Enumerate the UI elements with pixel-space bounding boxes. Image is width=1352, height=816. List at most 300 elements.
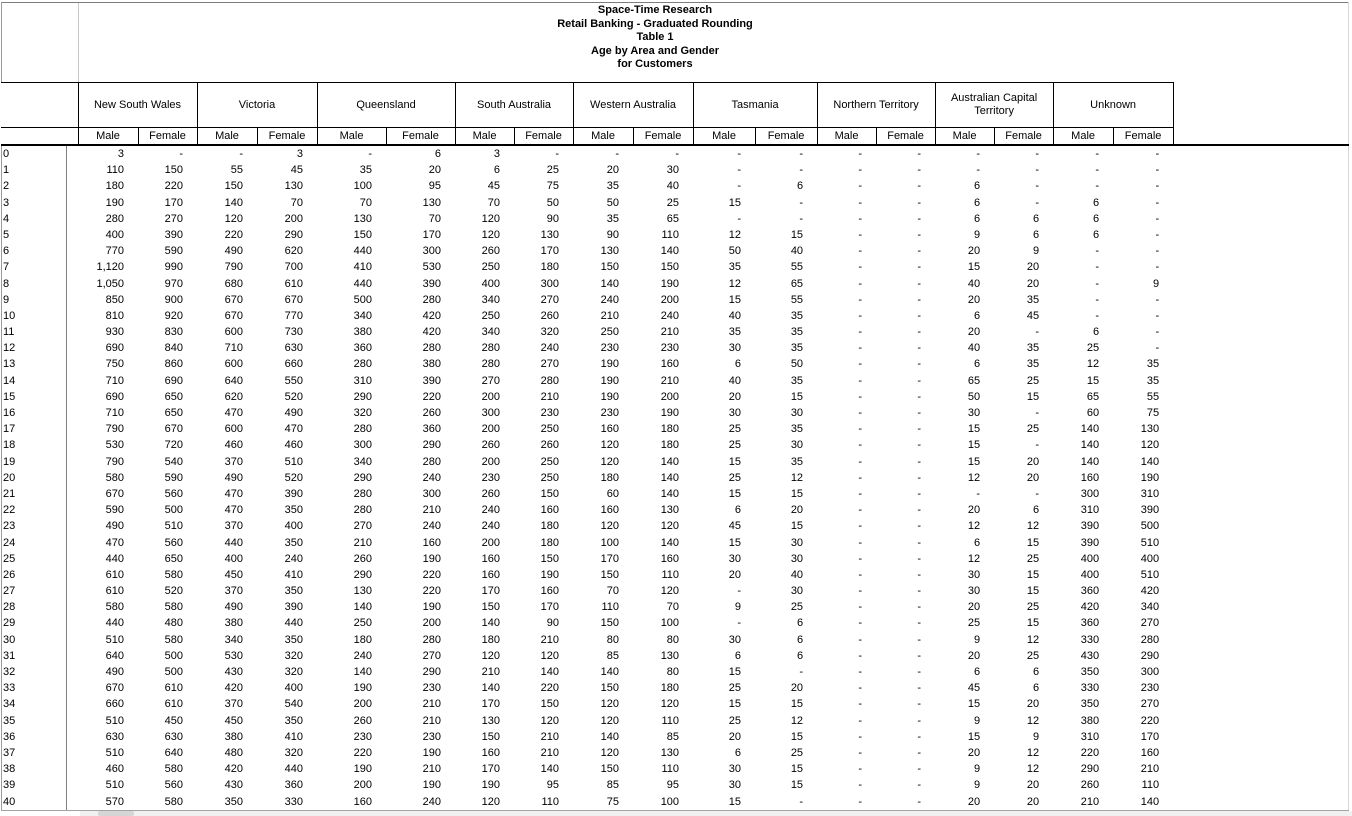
data-cell: 250	[600, 326, 620, 339]
data-cell: -	[799, 164, 804, 177]
horizontal-scrollbar[interactable]	[80, 811, 1352, 816]
data-cell: 15	[790, 763, 804, 776]
data-cell: 170	[540, 601, 560, 614]
data-cell: 590	[164, 471, 183, 484]
data-cell: 35	[728, 326, 742, 339]
data-cell: 190	[422, 779, 442, 792]
data-cell: -	[917, 763, 922, 776]
data-cell: 400	[1140, 552, 1160, 565]
data-cell: 510	[105, 714, 124, 727]
data-cell: 35	[790, 455, 804, 468]
data-cell: 12	[1026, 746, 1040, 759]
data-cell: 260	[422, 407, 442, 419]
data-cell: -	[1155, 196, 1160, 209]
data-cell: 6	[973, 536, 981, 549]
age-label: 27	[3, 585, 16, 598]
data-cell: 140	[660, 536, 680, 549]
data-cell: 230	[422, 682, 442, 695]
data-cell: 170	[540, 245, 560, 258]
data-cell: 15	[728, 455, 742, 468]
table-row-age-24	[1, 535, 1173, 551]
data-cell: 510	[105, 633, 124, 646]
area-header-south-australia: South Australia	[455, 83, 573, 128]
data-cell: 3	[296, 148, 304, 160]
data-cell: 12	[1086, 358, 1100, 371]
data-cell: 15	[728, 698, 742, 711]
data-cell: 500	[164, 666, 183, 678]
data-cell: 380	[224, 617, 243, 630]
data-cell: 350	[284, 536, 304, 549]
data-cell: 170	[600, 552, 620, 565]
data-cell: 90	[546, 212, 560, 225]
data-cell: 150	[600, 568, 620, 581]
data-cell: 340	[224, 633, 243, 646]
age-label: 40	[3, 795, 16, 808]
data-cell: 180	[481, 633, 501, 646]
data-cell: 260	[481, 487, 501, 500]
data-cell: 470	[224, 487, 243, 500]
data-cell: 70	[666, 601, 680, 614]
data-cell: 15	[1026, 536, 1040, 549]
data-cell: 25	[1026, 374, 1040, 387]
data-cell: 120	[600, 714, 620, 727]
data-cell: 290	[422, 439, 442, 452]
data-cell: 270	[540, 293, 560, 306]
data-cell: 790	[224, 261, 243, 274]
data-cell: 40	[967, 342, 981, 355]
data-cell: 600	[224, 326, 243, 339]
data-cell: 20	[728, 390, 742, 403]
data-cell: 130	[481, 714, 501, 727]
data-cell: -	[1035, 407, 1040, 419]
data-cell: 440	[105, 552, 124, 565]
data-cell: 90	[606, 228, 620, 241]
data-cell: 15	[1086, 374, 1100, 387]
data-cell: 710	[105, 374, 124, 387]
data-cell: 240	[600, 293, 620, 306]
data-cell: 360	[1080, 585, 1100, 598]
data-cell: 720	[164, 439, 183, 452]
data-cell: 140	[600, 666, 620, 678]
data-cell: -	[1035, 326, 1040, 339]
data-cell: 380	[1080, 714, 1100, 727]
data-cell: 20	[790, 682, 804, 695]
data-cell: 15	[967, 423, 981, 436]
data-cell: 160	[1140, 746, 1160, 759]
table-row-age-16	[1, 405, 1173, 421]
age-label: 24	[3, 536, 16, 549]
title-line-universe: for Customers	[617, 58, 693, 70]
table-row-age-28	[1, 599, 1173, 615]
data-cell: 150	[540, 487, 560, 500]
data-cell: 110	[601, 601, 620, 614]
data-cell: 300	[422, 245, 442, 258]
data-cell: 850	[105, 293, 124, 306]
data-cell: 130	[353, 212, 373, 225]
data-cell: 25	[1086, 342, 1100, 355]
age-label: 13	[3, 358, 16, 371]
data-cell: 210	[422, 504, 442, 517]
data-cell: 9	[734, 601, 742, 614]
data-cell: 210	[540, 730, 560, 743]
table-row-age-19	[1, 454, 1173, 470]
data-cell: 260	[353, 552, 373, 565]
data-cell: 440	[284, 763, 304, 776]
data-cell: -	[1035, 164, 1040, 177]
table-row-age-33	[1, 680, 1173, 696]
data-cell: -	[1155, 180, 1160, 193]
data-cell: 360	[422, 423, 442, 436]
gender-header-male: Male	[455, 128, 514, 146]
data-cell: 200	[660, 293, 680, 306]
data-cell: 15	[790, 228, 804, 241]
data-cell: 420	[224, 763, 243, 776]
data-cell: 190	[600, 390, 620, 403]
data-cell: 30	[728, 552, 742, 565]
title-line-table-number: Table 1	[636, 31, 674, 43]
data-cell: 180	[353, 633, 373, 646]
data-cell: 70	[428, 212, 442, 225]
data-cell: 75	[606, 795, 620, 808]
data-cell: 330	[1080, 682, 1100, 695]
age-label: 36	[3, 730, 16, 743]
data-cell: 70	[290, 196, 304, 209]
data-cell: -	[917, 455, 922, 468]
gender-header-female: Female	[138, 128, 197, 146]
data-cell: 500	[353, 293, 373, 306]
data-cell: 120	[600, 455, 620, 468]
data-cell: 350	[224, 795, 243, 808]
data-cell: -	[1155, 164, 1160, 177]
table-row-age-32	[1, 664, 1173, 680]
data-cell: 25	[546, 164, 560, 177]
data-cell: 350	[284, 714, 304, 727]
data-cell: -	[858, 471, 863, 484]
table-row-age-13	[1, 356, 1173, 372]
table-row-age-35	[1, 713, 1173, 729]
data-cell: 12	[967, 520, 981, 533]
data-cell: 50	[606, 196, 620, 209]
data-cell: 210	[353, 536, 373, 549]
data-cell: 35	[790, 423, 804, 436]
data-cell: 530	[422, 261, 442, 274]
data-cell: 220	[422, 390, 442, 403]
data-cell: -	[917, 180, 922, 193]
data-cell: 15	[1026, 568, 1040, 581]
gender-header-male: Male	[817, 128, 876, 146]
data-cell: -	[858, 520, 863, 533]
data-cell: 400	[105, 228, 124, 241]
data-cell: 190	[105, 196, 124, 209]
data-cell: 510	[1140, 536, 1160, 549]
data-cell: -	[1155, 342, 1160, 355]
data-cell: 190	[422, 552, 442, 565]
data-cell: 160	[540, 504, 560, 517]
area-header-western-australia: Western Australia	[573, 83, 693, 128]
data-cell: 9	[973, 633, 981, 646]
data-cell: 6	[1032, 212, 1040, 225]
data-cell: 540	[164, 455, 183, 468]
data-cell: 610	[164, 698, 183, 711]
data-cell: 210	[481, 666, 501, 678]
data-cell: 260	[1080, 779, 1100, 792]
data-cell: 340	[481, 293, 501, 306]
data-cell: 190	[660, 407, 680, 419]
data-cell: 55	[230, 164, 243, 177]
data-cell: -	[737, 164, 742, 177]
data-cell: 510	[105, 746, 124, 759]
data-cell: 210	[540, 633, 560, 646]
data-cell: 170	[164, 196, 183, 209]
data-cell: 1,050	[96, 277, 124, 290]
data-cell: 100	[660, 617, 680, 630]
data-cell: 140	[660, 245, 680, 258]
data-cell: 220	[1080, 746, 1100, 759]
data-cell: -	[799, 196, 804, 209]
data-cell: 140	[481, 682, 501, 695]
data-cell: -	[976, 148, 981, 160]
data-cell: 290	[353, 471, 373, 484]
data-cell: 220	[353, 746, 373, 759]
data-cell: 180	[540, 536, 560, 549]
data-cell: -	[858, 666, 863, 678]
data-cell: 45	[290, 164, 304, 177]
data-cell: 360	[1080, 617, 1100, 630]
table-row-age-9	[1, 292, 1173, 308]
data-cell: 15	[790, 779, 804, 792]
data-cell: 220	[422, 585, 442, 598]
data-cell: -	[858, 358, 863, 371]
age-label: 37	[3, 746, 16, 759]
data-cell: 670	[164, 423, 183, 436]
data-cell: 650	[164, 407, 183, 419]
gender-header-female: Female	[755, 128, 817, 146]
data-cell: 25	[1026, 552, 1040, 565]
data-cell: 230	[481, 471, 501, 484]
data-cell: 20	[967, 504, 981, 517]
data-cell: 320	[284, 649, 304, 662]
data-cell: 25	[1026, 423, 1040, 436]
age-label: 31	[3, 649, 16, 662]
data-cell: 370	[224, 520, 243, 533]
data-cell: 140	[540, 763, 560, 776]
data-cell: 200	[353, 779, 373, 792]
data-cell: 130	[422, 196, 442, 209]
age-label: 9	[3, 293, 10, 306]
data-cell: -	[737, 617, 742, 630]
data-cell: -	[1155, 293, 1160, 306]
data-cell: 580	[105, 471, 124, 484]
data-cell: 200	[422, 617, 442, 630]
data-cell: 300	[481, 407, 501, 419]
data-cell: -	[858, 763, 863, 776]
data-cell: 9	[973, 763, 981, 776]
data-cell: 700	[284, 261, 304, 274]
data-cell: 6	[1032, 666, 1040, 678]
data-cell: 230	[660, 342, 680, 355]
data-cell: 35	[1146, 358, 1160, 371]
data-cell: -	[737, 148, 742, 160]
data-cell: 55	[1146, 390, 1160, 403]
data-cell: 35	[790, 309, 804, 322]
data-cell: -	[858, 277, 863, 290]
data-cell: -	[917, 471, 922, 484]
data-cell: 6	[1032, 682, 1040, 695]
data-cell: -	[1155, 261, 1160, 274]
data-cell: 140	[600, 277, 620, 290]
data-cell: 6	[1032, 228, 1040, 241]
data-cell: -	[976, 164, 981, 177]
data-cell: 150	[224, 180, 243, 193]
data-cell: 60	[1086, 407, 1100, 419]
data-cell: 420	[224, 682, 243, 695]
data-cell: 390	[1080, 520, 1100, 533]
data-cell: 140	[1080, 439, 1100, 452]
data-cell: 12	[1026, 714, 1040, 727]
data-cell: 140	[1140, 455, 1160, 468]
data-cell: 410	[284, 568, 304, 581]
data-cell: 20	[790, 504, 804, 517]
data-cell: 420	[422, 309, 442, 322]
data-cell: 470	[105, 536, 124, 549]
data-cell: 6	[734, 504, 742, 517]
data-cell: 180	[600, 471, 620, 484]
data-cell: -	[1095, 180, 1100, 193]
data-cell: -	[1155, 148, 1160, 160]
data-cell: 6	[1092, 228, 1100, 241]
age-label: 12	[3, 342, 16, 355]
data-cell: 400	[284, 520, 304, 533]
data-cell: 530	[224, 649, 243, 662]
data-cell: -	[917, 277, 922, 290]
data-cell: -	[858, 148, 863, 160]
area-header-unknown: Unknown	[1053, 83, 1173, 128]
data-cell: -	[858, 390, 863, 403]
data-cell: 280	[422, 342, 442, 355]
data-cell: 560	[164, 487, 183, 500]
table-row-age-34	[1, 696, 1173, 712]
data-cell: -	[917, 342, 922, 355]
age-label: 6	[3, 245, 10, 258]
data-cell: 320	[284, 666, 304, 678]
data-cell: 470	[224, 504, 243, 517]
data-cell: 120	[600, 520, 620, 533]
table-row-age-4	[1, 211, 1173, 227]
frame-right-border	[1348, 2, 1349, 811]
data-cell: 400	[481, 277, 501, 290]
data-cell: 20	[967, 649, 981, 662]
data-cell: 450	[224, 568, 243, 581]
data-cell: -	[917, 390, 922, 403]
data-cell: 90	[546, 617, 560, 630]
data-cell: 690	[105, 390, 124, 403]
data-cell: 370	[224, 585, 243, 598]
data-cell: 190	[481, 779, 501, 792]
data-cell: 460	[284, 439, 304, 452]
data-cell: 25	[790, 601, 804, 614]
data-cell: 130	[353, 585, 373, 598]
data-cell: 390	[164, 228, 183, 241]
data-cell: -	[917, 212, 922, 225]
data-cell: -	[858, 196, 863, 209]
data-cell: 210	[1140, 763, 1160, 776]
data-cell: 9	[1152, 277, 1160, 290]
data-cell: 12	[1026, 633, 1040, 646]
data-cell: 600	[224, 423, 243, 436]
data-cell: 260	[540, 439, 560, 452]
data-cell: 240	[481, 520, 501, 533]
data-cell: 310	[1140, 487, 1160, 500]
data-cell: 250	[540, 471, 560, 484]
data-cell: 20	[428, 164, 442, 177]
gender-header-male: Male	[573, 128, 633, 146]
data-cell: 320	[353, 407, 373, 419]
data-cell: 50	[790, 358, 804, 371]
data-cell: -	[737, 212, 742, 225]
data-cell: -	[917, 423, 922, 436]
data-cell: 540	[284, 698, 304, 711]
data-cell: 280	[353, 504, 373, 517]
data-cell: 150	[600, 763, 620, 776]
table-row-age-7	[1, 259, 1173, 275]
data-cell: 110	[541, 795, 560, 808]
data-cell: 110	[106, 164, 124, 177]
data-cell: 390	[422, 277, 442, 290]
table-row-age-17	[1, 421, 1173, 437]
data-cell: 30	[728, 779, 742, 792]
data-cell: 520	[164, 585, 183, 598]
age-label: 0	[3, 148, 10, 160]
data-cell: 650	[164, 390, 183, 403]
data-cell: -	[1035, 148, 1040, 160]
data-cell: 670	[284, 293, 304, 306]
data-cell: -	[615, 148, 620, 160]
data-cell: 12	[790, 714, 804, 727]
data-cell: 15	[790, 487, 804, 500]
data-cell: 150	[600, 261, 620, 274]
data-cell: 650	[164, 552, 183, 565]
data-cell: 590	[164, 245, 183, 258]
data-cell: 680	[224, 277, 243, 290]
data-cell: 140	[540, 666, 560, 678]
data-cell: 140	[353, 666, 373, 678]
data-cell: 280	[481, 358, 501, 371]
data-cell: 15	[728, 293, 742, 306]
data-cell: 490	[105, 520, 124, 533]
age-label: 1	[3, 164, 10, 177]
data-cell: 20	[967, 245, 981, 258]
age-label: 34	[3, 698, 16, 711]
table-row-age-31	[1, 648, 1173, 664]
data-cell: 110	[1141, 779, 1160, 792]
data-cell: 340	[353, 455, 373, 468]
data-cell: 50	[967, 390, 981, 403]
data-cell: 310	[1080, 730, 1100, 743]
age-label: 33	[3, 682, 16, 695]
data-cell: -	[858, 293, 863, 306]
age-label: 3	[3, 196, 10, 209]
data-cell: 230	[1140, 682, 1160, 695]
horizontal-scrollbar-thumb[interactable]	[98, 811, 134, 816]
data-cell: 490	[284, 407, 304, 419]
age-label: 10	[3, 309, 16, 322]
gender-header-male: Male	[317, 128, 386, 146]
data-cell: 500	[164, 649, 183, 662]
data-cell: 340	[481, 326, 501, 339]
age-label: 8	[3, 277, 10, 290]
data-cell: 180	[540, 261, 560, 274]
data-cell: 75	[1146, 407, 1160, 419]
